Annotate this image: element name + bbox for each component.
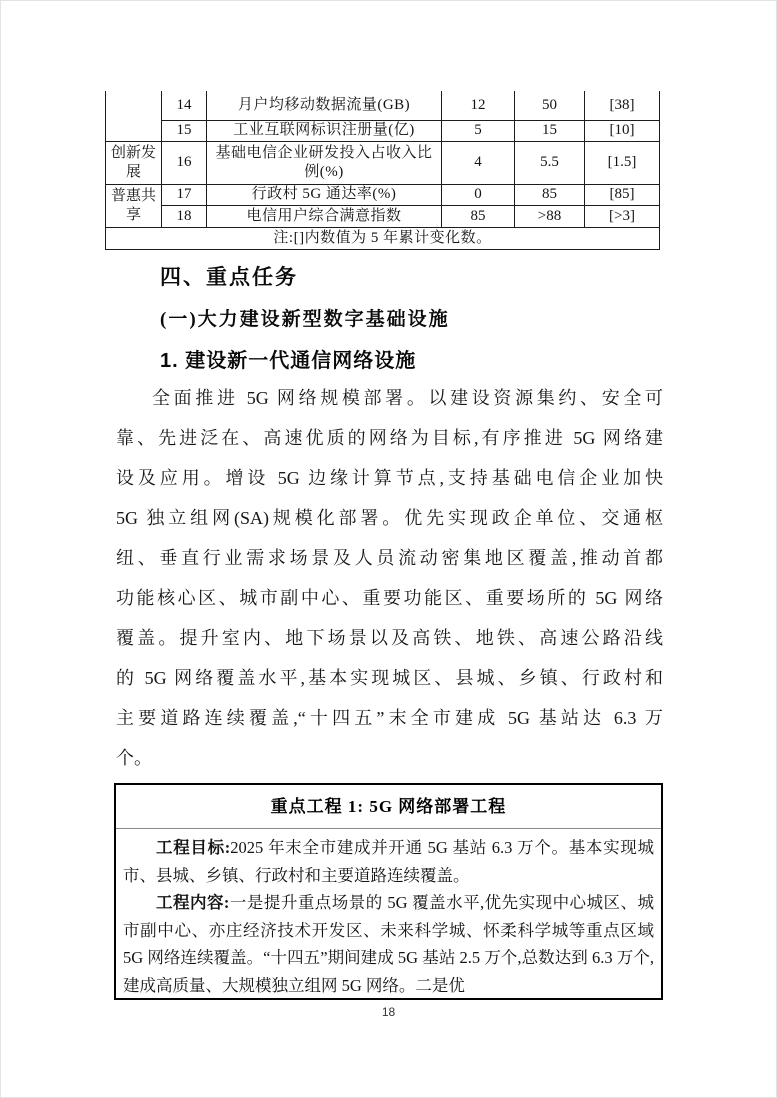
body-line: 主要道路连续覆盖,“十四五”末全市建成 5G 基站达 6.3 万	[116, 708, 663, 728]
project-goal-text: 2025 年末全市建成并开通 5G 基站 6.3 万个。基本实现城市、县城、乡镇、行政村和主要道路连续覆盖。	[123, 838, 654, 885]
cell-change: [85]	[585, 184, 660, 205]
project-content-label: 工程内容:	[156, 893, 230, 912]
table-note: 注:[]内数值为 5 年累计变化数。	[106, 227, 660, 249]
cell-indicator: 工业互联网标识注册量(亿)	[207, 120, 442, 141]
body-line: 纽、垂直行业需求场景及人员流动密集地区覆盖,推动首都	[116, 548, 663, 568]
cell-2020: 12	[442, 91, 515, 120]
cell-category	[106, 91, 162, 141]
table-note-row	[106, 227, 660, 249]
cell-change: [>3]	[585, 205, 660, 227]
cell-no: 17	[162, 184, 207, 205]
body-line: 的 5G 网络覆盖水平,基本实现城区、县城、乡镇、行政村和	[116, 668, 663, 688]
cell-category: 创新发展	[106, 141, 162, 184]
cell-change: [38]	[585, 91, 660, 120]
project-goal	[123, 834, 654, 889]
body-line: 靠、先进泛在、高速优质的网络为目标,有序推进 5G 网络建	[116, 428, 663, 448]
cell-2025: 85	[515, 184, 585, 205]
cell-2025: 50	[515, 91, 585, 120]
cell-no: 14	[162, 91, 207, 120]
cell-change: [1.5]	[585, 141, 660, 184]
cell-2025: >88	[515, 205, 585, 227]
cell-no: 16	[162, 141, 207, 184]
cell-no: 15	[162, 120, 207, 141]
cell-2025: 5.5	[515, 141, 585, 184]
body-line: 全面推进 5G 网络规模部署。以建设资源集约、安全可	[152, 388, 663, 408]
cell-indicator: 电信用户综合满意指数	[207, 205, 442, 227]
cell-2020: 85	[442, 205, 515, 227]
cell-change: [10]	[585, 120, 660, 141]
cell-2020: 5	[442, 120, 515, 141]
body-line: 覆盖。提升室内、地下场景以及高铁、地铁、高速公路沿线	[116, 628, 663, 648]
project-content-text: 一是提升重点场景的 5G 覆盖水平,优先实现中心城区、城市副中心、亦庄经济技术开发区、未来科学城、怀柔科学城等重点区域 5G 网络连续覆盖。“十四五”期间建成 5G 基站 2.5 万个,总数达到 6.3 万个,建成高质量、大规模独立组网 5G 网络。二是优	[123, 893, 654, 995]
subsubsection-heading: 1. 建设新一代通信网络设施	[160, 350, 417, 372]
table-row	[106, 184, 660, 205]
cell-2025: 15	[515, 120, 585, 141]
cell-indicator: 行政村 5G 通达率(%)	[207, 184, 442, 205]
cell-indicator: 月户均移动数据流量(GB)	[207, 91, 442, 120]
cell-2020: 4	[442, 141, 515, 184]
body-line: 5G 独立组网(SA)规模化部署。优先实现政企单位、交通枢	[116, 508, 663, 528]
table-row	[106, 141, 660, 184]
project-box-body	[116, 829, 661, 999]
body-line: 功能核心区、城市副中心、重要功能区、重要场所的 5G 网络	[116, 588, 663, 608]
cell-2020: 0	[442, 184, 515, 205]
project-goal-label: 工程目标:	[156, 838, 231, 857]
page-number: 18	[381, 1005, 396, 1019]
body-paragraph	[116, 378, 663, 778]
table-row	[106, 205, 660, 227]
cell-indicator: 基础电信企业研发投入占收入比例(%)	[207, 141, 442, 184]
body-line: 个。	[116, 748, 152, 768]
project-box-title: 重点工程 1: 5G 网络部署工程	[116, 785, 661, 829]
table-row	[106, 91, 660, 120]
project-content	[123, 889, 654, 999]
cell-no: 18	[162, 205, 207, 227]
key-project-box	[114, 783, 663, 1000]
cell-category: 普惠共享	[106, 184, 162, 227]
subsection-heading: (一)大力建设新型数字基础设施	[160, 309, 450, 330]
indicator-table	[105, 91, 660, 250]
body-line: 设及应用。增设 5G 边缘计算节点,支持基础电信企业加快	[116, 468, 663, 488]
section-heading: 四、重点任务	[160, 266, 298, 289]
table-row	[106, 120, 660, 141]
